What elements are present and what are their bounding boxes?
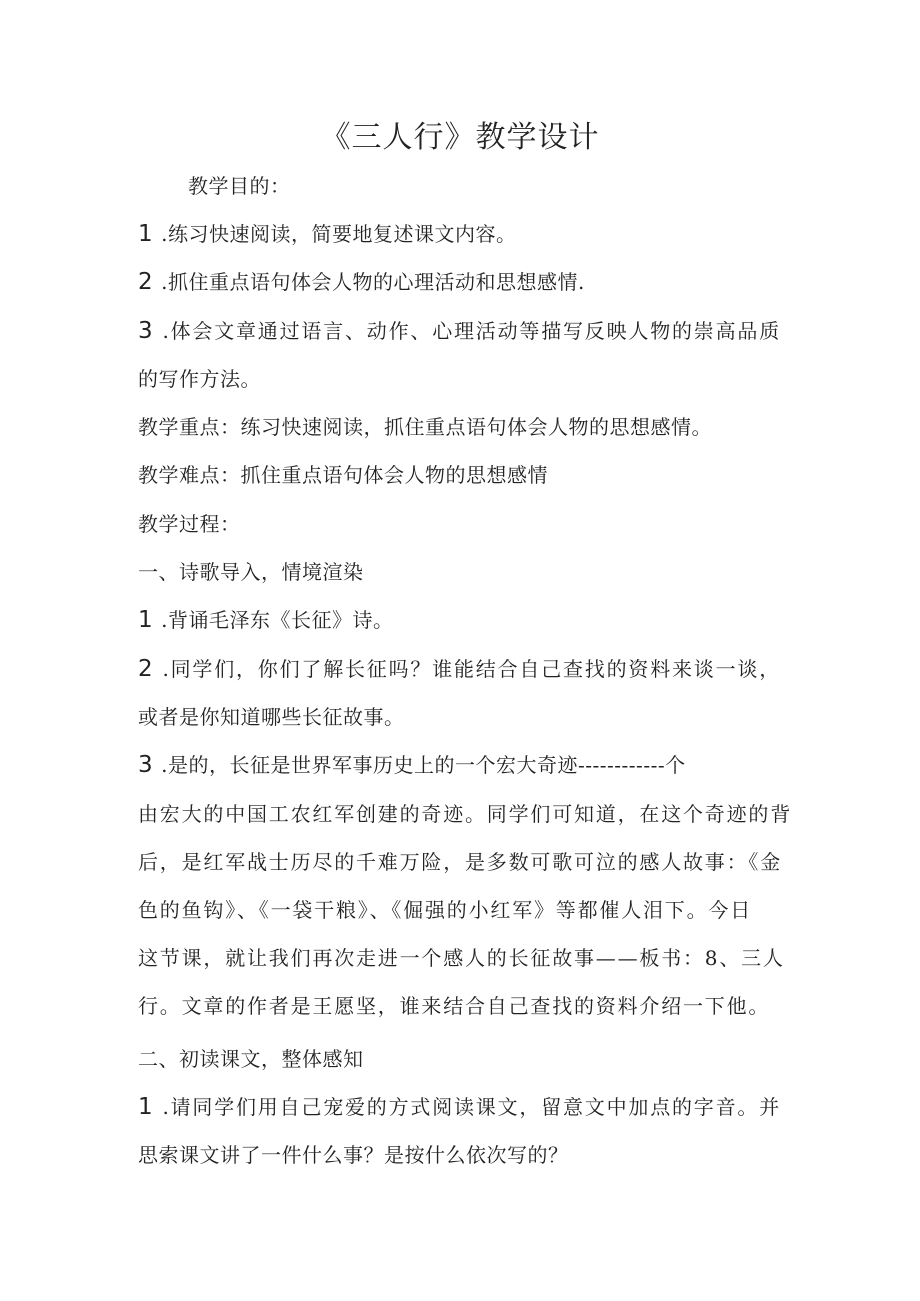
line-text: 教学重点：练习快速阅读，抓住重点语句体会人物的思想感情。: [138, 415, 712, 439]
text-line-objective-3-cont: [138, 366, 261, 392]
line-number: 2: [138, 656, 155, 682]
line-text: 后，是红军战士历尽的千难万险，是多数可歌可泣的感人故事：《金: [138, 850, 782, 874]
line-text: 教学目的：: [188, 174, 291, 198]
line-text: .请同学们用自己宠爱的方式阅读课文，留意文中加点的字音。并: [162, 1095, 781, 1119]
text-line-step-1-3-cont-3: [138, 897, 752, 923]
line-text: .背诵毛泽东《长征》诗。: [161, 608, 394, 632]
text-line-step-1-3-cont-1: [138, 801, 792, 827]
text-line-process-heading: [138, 511, 241, 537]
line-text: 思索课文讲了一件什么事？是按什么依次写的？: [138, 1143, 569, 1167]
line-text: .是的，长征是世界军事历史上的一个宏大奇迹------------个: [161, 753, 686, 777]
line-text: 二、初读课文，整体感知: [138, 1047, 364, 1071]
line-text: .练习快速阅读，简要地复述课文内容。: [161, 222, 517, 246]
line-text: 行。文章的作者是王愿坚，谁来结合自己查找的资料介绍一下他。: [138, 994, 771, 1018]
line-text: 或者是你知道哪些长征故事。: [138, 705, 405, 729]
line-number: 1: [138, 221, 154, 247]
line-text: 的写作方法。: [138, 367, 261, 391]
line-text: .抓住重点语句体会人物的心理活动和思想感情.: [161, 270, 585, 294]
text-line-step-1-1: [138, 607, 394, 633]
line-text: 教学难点：抓住重点语句体会人物的思想感情: [138, 463, 548, 487]
line-text: .同学们，你们了解长征吗？谁能结合自己查找的资料来谈一谈，: [162, 657, 781, 681]
document-title: 《三人行》教学设计: [320, 120, 600, 155]
line-text: .体会文章通过语言、动作、心理活动等描写反映人物的崇高品质: [162, 319, 781, 343]
text-line-step-1-3-cont-2: [138, 849, 782, 875]
line-number: 3: [138, 318, 155, 344]
line-text: 教学过程：: [138, 512, 241, 536]
text-line-step-1-2: [138, 656, 781, 682]
line-text: 一、诗歌导入，情境渲染: [138, 560, 364, 584]
text-line-step-1-3: [138, 752, 686, 778]
text-line-objective-3: [138, 318, 781, 344]
text-line-objective-2: [138, 269, 585, 295]
section-heading-2: [138, 1046, 364, 1072]
line-text: 色的鱼钩》、《一袋干粮》、《倔强的小红军》等都催人泪下。今日: [138, 898, 752, 922]
line-number: 1: [138, 1094, 155, 1120]
text-line-step-2-1-cont: [138, 1142, 569, 1168]
text-line-step-1-3-cont-5: [138, 993, 770, 1019]
text-line-objective-1: [138, 221, 517, 247]
line-number: 1: [138, 607, 154, 633]
line-number: 2: [138, 269, 154, 295]
line-text: 这节课，就让我们再次走进一个感人的长征故事——板书：8、三人: [138, 946, 785, 970]
text-line-objectives-heading: [188, 173, 291, 199]
text-line-key-points: [138, 414, 712, 440]
line-number: 3: [138, 752, 154, 778]
text-line-difficulties: [138, 462, 548, 488]
text-line-step-1-2-cont: [138, 704, 405, 730]
text-line-step-1-3-cont-4: [138, 945, 785, 971]
line-text: 由宏大的中国工农红军创建的奇迹。同学们可知道，在这个奇迹的背: [138, 802, 792, 826]
section-heading-1: [138, 559, 364, 585]
text-line-step-2-1: [138, 1094, 781, 1120]
